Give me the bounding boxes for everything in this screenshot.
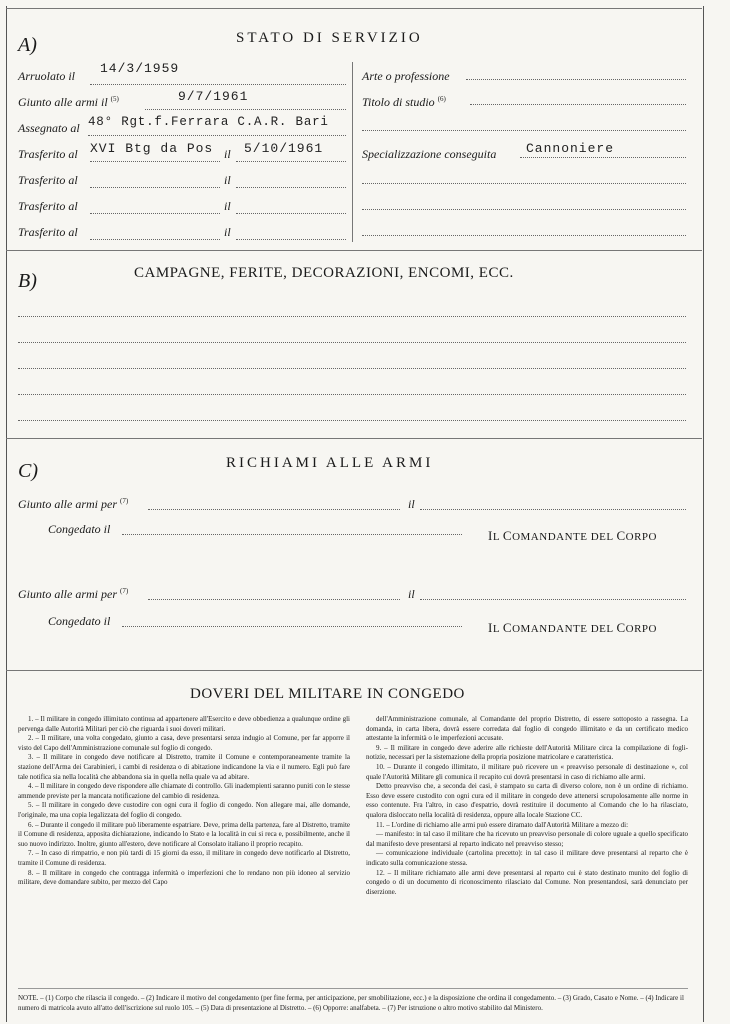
assegnato-label: Assegnato al [18, 121, 80, 135]
assegnato-value: 48° Rgt.f.Ferrara C.A.R. Bari [88, 115, 329, 129]
right-blank-line-1 [362, 130, 686, 131]
titolo-note: (6) [437, 95, 446, 103]
note-rule [18, 988, 688, 989]
richiamo-1-note: (7) [120, 497, 129, 505]
comandante-1-c: C [502, 528, 513, 543]
giunto-value: 9/7/1961 [178, 89, 249, 104]
richiamo-1-congedato-label: Congedato il [48, 522, 111, 536]
richiamo-1-date-line [420, 509, 686, 510]
assegnato-line [88, 135, 346, 136]
doveri-paragraph: 8. – Il militare in congedo che contragga infermità o imperfezioni che lo rendano non più idoneo al servizio militare, deve domandare subito, per mezzo del Capo [18, 868, 350, 887]
specializzazione-line [520, 157, 686, 158]
comandante-1-i: I [488, 528, 493, 543]
trasferito-4-date-line [236, 239, 346, 240]
arte-line [466, 79, 686, 80]
section-b-line-4 [18, 394, 686, 395]
trasferito-1-line [90, 161, 220, 162]
giunto-label [18, 95, 119, 110]
right-blank-line-3 [362, 209, 686, 210]
richiamo-2-note: (7) [120, 587, 129, 595]
doveri-paragraph: 10. – Durante il congedo illimitato, il militare può ricevere un « preavviso personale di destinazione », col quale l'Autorità Militare gli comunica il recapito cui dovrà presentarsi in caso di richiamo alle armi. [366, 762, 688, 781]
doveri-paragraph: 9. – Il militare in congedo deve aderire alle richieste dell'Autorità Militare circa la compilazione di fogli-notizie, necessari per la sistemazione della propria posizione matricolare e caratteristica. [366, 743, 688, 762]
comandante-1-orpo: ORPO [625, 531, 657, 543]
giunto-label-text: Giunto alle armi il [18, 95, 108, 109]
right-blank-line-4 [362, 235, 686, 236]
trasferito-1-date: 5/10/1961 [244, 141, 324, 156]
richiamo-1-giunto-text: Giunto alle armi per [18, 497, 117, 511]
comandante-1-corpo-c: C [616, 528, 626, 543]
section-a-title: STATO DI SERVIZIO [236, 30, 423, 46]
comandante-2-c: C [502, 620, 513, 635]
comandante-1-l: L [492, 531, 500, 543]
specializzazione-label: Specializzazione conseguita [362, 147, 497, 161]
section-b-line-1 [18, 316, 686, 317]
doveri-paragraph: — manifesto: in tal caso il militare che ha ricevuto un preavviso personale di colore uguale a quello specificato dal manifesto deve presentarsi al reparto indicato nel preavviso stesso; [366, 830, 688, 848]
richiamo-2-giunto-line [148, 599, 400, 600]
trasferito-2-line [90, 187, 220, 188]
trasferito-4-label: Trasferito al [18, 225, 78, 239]
arte-label: Arte o professione [362, 69, 450, 83]
doveri-left-column [18, 715, 350, 981]
doveri-title: DOVERI DEL MILITARE IN CONGEDO [190, 686, 465, 702]
doveri-paragraph: 1. – Il militare in congedo illimitato continua ad appartenere all'Esercito e deve obbedienza a qualunque ordine gli pervenga dalle Autorità Militari per ciò che riguarda i suoi doveri militari. [18, 715, 350, 733]
section-b-line-2 [18, 342, 686, 343]
section-b-line-5 [18, 420, 686, 421]
trasferito-1-value: XVI Btg da Pos [90, 141, 214, 156]
richiamo-1-giunto-line [148, 509, 400, 510]
comandante-2-l: L [492, 623, 500, 635]
trasferito-2-date-line [236, 187, 346, 188]
footnotes: NOTE. – (1) Corpo che rilascia il congedo. – (2) Indicare il motivo del congedamento (per fine ferma, per anticipazione, per smobilitazione, ecc.) e la disposizione che ordina il congedamento. – (3) Grado, Casato e Nome. – (4) Indicare il numero di matricola avuto all'atto dell'iscrizione sul ruolo 105. – (5) Data di presentazione al Distretto. – (6) Opporre: analfabeta. – (7) Per istruzione o altro motivo stabilito dal Ministero. [18, 994, 684, 1012]
comandante-1-del: DEL [590, 531, 614, 543]
doveri-paragraph: Detto preavviso che, a seconda dei casi, è stampato su carta di diverso colore, non è un ordine di richiamo. Esso deve essere custodito con ogni cura ed il militare in congedo deve attenersi scrupolosamente alle norme in esso contenute. Fra l'altro, in caso d'espatrio, dovrà restituire il documento al Comando che lo ha rilasciato, qualora disloccato nella località di residenza, oppure alla locale Stazione CC. [366, 782, 688, 819]
section-a-divider [352, 62, 353, 242]
trasferito-2-il: il [224, 173, 231, 187]
arruolato-line [90, 84, 346, 85]
comandante-2-corpo-c: C [616, 620, 626, 635]
doveri-paragraph: 2. – Il militare, una volta congedato, giunto a casa, deve presentarsi senza indugio al Comune, per far apporre il visto del Capo dell'Amministrazione comunale sul foglio di congedo. [18, 734, 350, 752]
trasferito-1-il: il [224, 147, 231, 161]
comandante-2-del: DEL [590, 623, 614, 635]
doveri-paragraph: 12. – Il militare richiamato alle armi deve presentarsi al reparto cui è stato destinato munito del foglio di congedo o di un documento di riconoscimento rilasciato dal Comune. Non presentandosi, sarà denunciato per diserzione. [366, 868, 688, 896]
trasferito-3-line [90, 213, 220, 214]
richiamo-2-congedato-label: Congedato il [48, 614, 111, 628]
doveri-paragraph: — comunicazione individuale (cartolina precetto): in tal caso il militare deve presentarsi al reparto che è indicato sulla comunicazione stessa. [366, 849, 688, 867]
richiamo-1-giunto-label [18, 497, 128, 512]
doveri-paragraph: 6. – Durante il congedo il militare può liberamente espatriare. Deve, prima della partenza, fare al Distretto, tramite il Comune di residenza, apposita dichiarazione, indicando lo Stato e la località in cui si reca e, possibilmente, anche il suo nuovo indirizzo. Inoltre, giunto all'estero, deve notificare al Consolato italiano il proprio recapito. [18, 820, 350, 848]
section-a-letter: A) [18, 34, 37, 56]
trasferito-1-date-line [236, 161, 346, 162]
trasferito-4-line [90, 239, 220, 240]
trasferito-1-label: Trasferito al [18, 147, 78, 161]
giunto-line [145, 109, 346, 110]
section-b-letter: B) [18, 270, 37, 292]
titolo-label [362, 95, 446, 110]
richiamo-2-congedato-line [122, 626, 462, 627]
giunto-note: (5) [110, 95, 119, 103]
section-c-letter: C) [18, 460, 38, 482]
trasferito-3-label: Trasferito al [18, 199, 78, 213]
richiamo-2-il: il [408, 587, 415, 601]
trasferito-4-il: il [224, 225, 231, 239]
richiamo-2-giunto-label [18, 587, 128, 602]
richiamo-2-comandante [488, 620, 657, 636]
trasferito-3-date-line [236, 213, 346, 214]
richiamo-1-congedato-line [122, 534, 462, 535]
arruolato-label: Arruolato il [18, 69, 76, 83]
section-a-bottom-rule [6, 250, 702, 251]
trasferito-2-label: Trasferito al [18, 173, 78, 187]
comandante-2-omandante: OMANDANTE [512, 623, 588, 635]
arruolato-value: 14/3/1959 [100, 61, 180, 76]
doveri-paragraph: dell'Amministrazione comunale, al Comandante del proprio Distretto, di essere sottoposto a rassegna. La domanda, in carta libera, dovrà essere corredata dal foglio di congedo illimitato e da un certificato medico attestante la infermità o le imperfezioni accusate. [366, 715, 688, 743]
trasferito-3-il: il [224, 199, 231, 213]
right-blank-line-2 [362, 183, 686, 184]
titolo-label-text: Titolo di studio [362, 95, 435, 109]
richiamo-1-il: il [408, 497, 415, 511]
doveri-paragraph: 11. – L'ordine di richiamo alle armi può essere diramato dall'Autorità Militare a mezzo di: [376, 820, 629, 829]
section-b-bottom-rule [6, 438, 702, 439]
richiamo-1-comandante [488, 528, 657, 544]
comandante-2-orpo: ORPO [625, 623, 657, 635]
section-c-bottom-rule [6, 670, 702, 671]
section-c-title: RICHIAMI ALLE ARMI [226, 455, 434, 471]
richiamo-2-date-line [420, 599, 686, 600]
section-b-title: CAMPAGNE, FERITE, DECORAZIONI, ENCOMI, ECC. [134, 265, 514, 281]
doveri-right-column [366, 715, 688, 981]
doveri-paragraph: 7. – In caso di rimpatrio, e non più tardi di 15 giorni da esso, il militare in congedo deve notificarlo al Distretto, tramite il Comune di residenza. [18, 849, 350, 867]
doveri-paragraph: 4. – Il militare in congedo deve rispondere alle chiamate di controllo. Gli inadempienti saranno puniti con le stesse ammende previste per la mancata notificazione del cambio di residenza. [18, 782, 350, 800]
doveri-paragraph: 3. – Il militare in congedo deve notificare al Distretto, tramite il Comune e contemporaneamente tramite la stazione dell'Arma dei Carabinieri, i cambi di residenza o di abitazione indicandone la via e il numero. Egli può fare tale notifica sia nella località che abbandona sia in quella nella quale va ad abitare. [18, 753, 350, 781]
section-b-line-3 [18, 368, 686, 369]
comandante-1-omandante: OMANDANTE [512, 531, 588, 543]
top-border [6, 8, 702, 9]
specializzazione-value: Cannoniere [526, 141, 615, 156]
comandante-2-i: I [488, 620, 493, 635]
titolo-line [470, 104, 686, 105]
richiamo-2-giunto-text: Giunto alle armi per [18, 587, 117, 601]
doveri-paragraph: 5. – Il militare in congedo deve custodire con ogni cura il foglio di congedo. Non allegare mai, alle domande, l'originale, ma una copia legalizzata del foglio di congedo. [18, 801, 350, 819]
